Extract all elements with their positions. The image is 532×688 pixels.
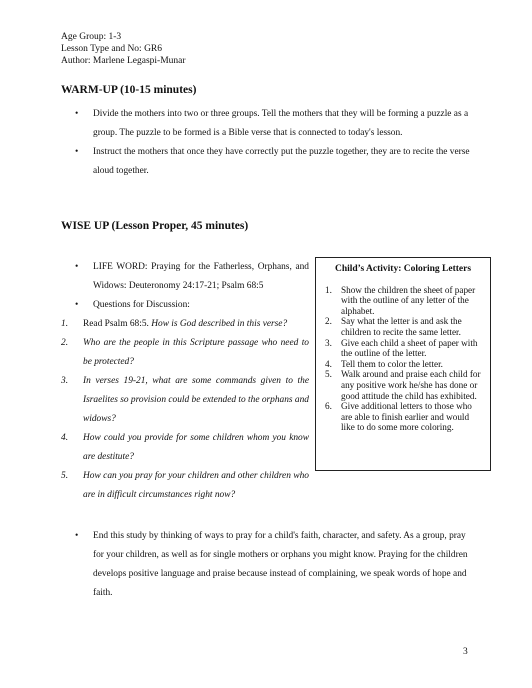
warmup-heading: WARM-UP (10-15 minutes) [61, 84, 197, 96]
question-number: 1. [61, 319, 69, 329]
question-item [61, 467, 309, 505]
step-text: Show the children the sheet of paper with the outline of any letter of the alphabet. [341, 284, 476, 316]
questions-label: • Questions for Discussion: [61, 296, 309, 315]
lesson-proper-column [61, 258, 309, 505]
activity-steps [322, 285, 484, 433]
step-text: Give each child a sheet of paper with the outline of the letter. [341, 337, 478, 359]
closing-bullet: • End this study by thinking of ways to pray for a child's faith, character, and safety. As a group, pray for your children, as well as for single mothers or orphans you might know. Praying for the children develops positive language and praise because instead of complaining, we speak words of hope and faith. [61, 527, 479, 603]
closing-list [61, 527, 479, 603]
step-text: Walk around and praise each child for any positive work he/she has done or good attitude the child has exhibited. [341, 369, 481, 401]
warmup-bullet: • Divide the mothers into two or three groups. Tell the mothers that they will be forming a puzzle as a group. The puzzle to be formed is a Bible verse that is connected to today's lesson. [61, 105, 481, 143]
step-number: 3. [325, 337, 332, 348]
activity-step [322, 338, 484, 359]
childs-activity-box [315, 257, 491, 471]
question-number: 2. [61, 338, 69, 348]
activity-step [322, 369, 484, 401]
question-text: How can you pray for your children and other children who are in difficult circumstances right now? [83, 471, 309, 500]
document-meta [61, 31, 186, 67]
page-number: 3 [463, 647, 468, 657]
age-group: Age Group: 1-3 [61, 32, 122, 42]
activity-title: Child’s Activity: Coloring Letters [334, 264, 472, 274]
author: Author: Marlene Legaspi-Munar [61, 56, 186, 66]
question-number: 4. [61, 433, 69, 443]
question-number: 3. [61, 376, 69, 386]
activity-step [322, 401, 484, 433]
question-item [61, 334, 309, 372]
lesson-type: Lesson Type and No: GR6 [61, 44, 163, 54]
question-item [61, 315, 309, 334]
question-item [61, 429, 309, 467]
warmup-bullet: • Instruct the mothers that once they have correctly put the puzzle together, they are to recite the verse aloud together. [61, 143, 481, 181]
step-text: Give additional letters to those who are able to finish earlier and would like to do some more coloring. [341, 401, 472, 433]
question-plain-text: Read Psalm 68:5. [83, 319, 152, 329]
activity-step [322, 285, 484, 317]
question-text: In verses 19-21, what are some commands given to the Israelites so provision could be extended to the orphans and widows? [83, 376, 309, 424]
wiseup-heading: WISE UP (Lesson Proper, 45 minutes) [61, 220, 249, 232]
step-number: 5. [325, 369, 332, 380]
step-text: Say what the letter is and ask the children to recite the same letter. [341, 316, 462, 337]
question-text: How is God described in this verse? [151, 319, 288, 329]
step-number: 4. [325, 358, 332, 369]
step-number: 2. [325, 316, 332, 327]
step-text: Tell them to color the letter. [341, 358, 443, 369]
question-number: 5. [61, 471, 69, 481]
step-number: 1. [325, 284, 332, 295]
question-text: How could you provide for some children whom you know are destitute? [83, 433, 309, 462]
life-word: • LIFE WORD: Praying for the Fatherless, Orphans, and Widows: Deuteronomy 24:17-21; Psalm 68:5 [61, 258, 309, 296]
question-text: Who are the people in this Scripture passage who need to be protected? [83, 338, 309, 367]
activity-step [322, 316, 484, 337]
discussion-questions [61, 315, 309, 505]
warmup-list [61, 105, 481, 181]
question-item [61, 372, 309, 429]
step-number: 6. [325, 401, 332, 412]
activity-step [322, 359, 484, 370]
